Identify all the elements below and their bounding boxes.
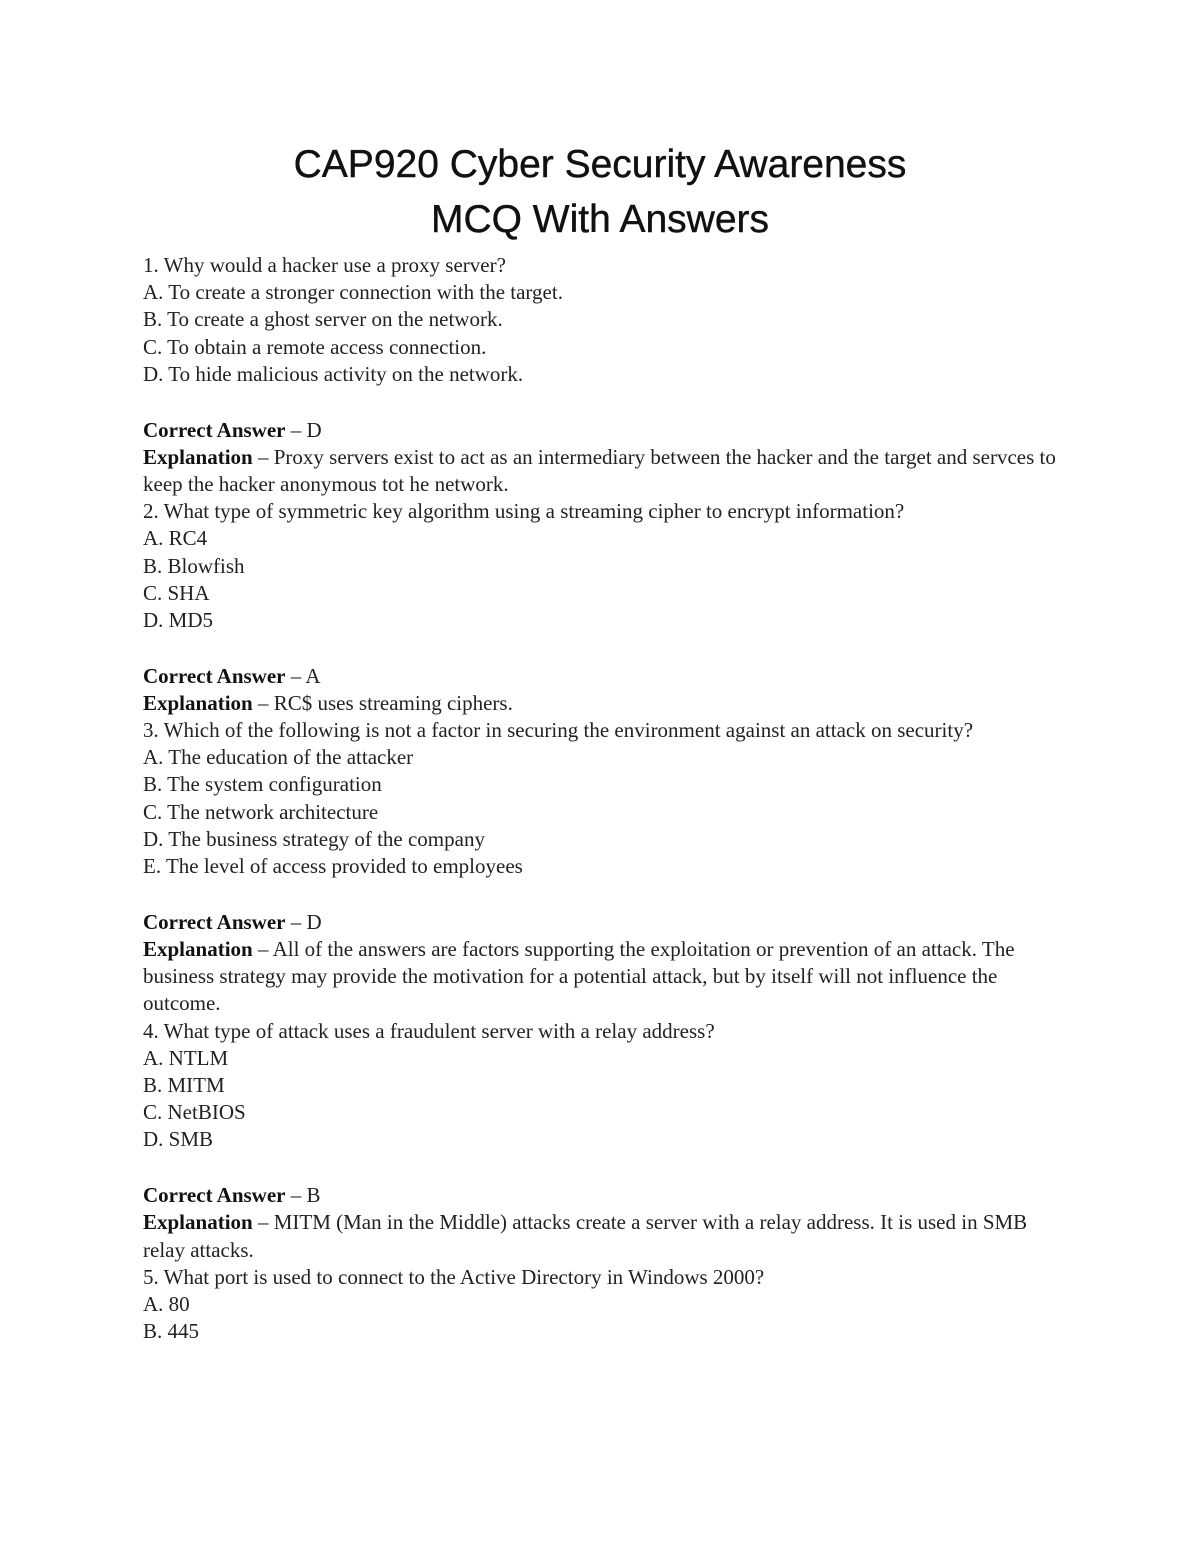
document-title-line-1: CAP920 Cyber Security Awareness — [293, 143, 907, 186]
answer-option: D. The business strategy of the company — [143, 826, 485, 851]
correct-answer-label: Correct Answer — [143, 663, 286, 688]
explanation-label: Explanation — [143, 444, 253, 469]
correct-answer-line — [143, 663, 1063, 690]
correct-answer-value: A — [305, 663, 321, 688]
answer-option: C. SHA — [143, 580, 210, 605]
answer-option: D. SMB — [143, 1127, 214, 1152]
question-text: 2. What type of symmetric key algorithm using a streaming cipher to encrypt information? — [143, 499, 905, 524]
dash: – — [252, 444, 274, 469]
correct-answer-label: Correct Answer — [143, 1183, 286, 1208]
question-block-5 — [143, 1264, 1063, 1346]
correct-answer-value: D — [306, 909, 322, 934]
answer-option: D. To hide malicious activity on the network. — [143, 361, 524, 386]
answer-option: A. To create a stronger connection with the target. — [143, 280, 563, 305]
dash: – — [285, 1183, 307, 1208]
question-text: 5. What port is used to connect to the Active Directory in Windows 2000? — [143, 1264, 765, 1289]
correct-answer-line — [143, 1182, 1063, 1209]
answer-option: A. The education of the attacker — [143, 745, 414, 770]
question-block-4 — [143, 1018, 1063, 1264]
answer-option: C. NetBIOS — [143, 1100, 246, 1125]
question-block-2 — [143, 498, 1063, 717]
explanation-line — [143, 444, 1063, 498]
correct-answer-label: Correct Answer — [143, 909, 286, 934]
answer-option: A. RC4 — [143, 526, 208, 551]
answer-option: B. To create a ghost server on the network. — [143, 307, 503, 332]
document-body — [143, 252, 1063, 1345]
answer-option: C. The network architecture — [143, 799, 379, 824]
correct-answer-value: B — [306, 1183, 321, 1208]
explanation-text: Proxy servers exist to act as an intermediary between the hacker and the target and servces to keep the hacker anonymous tot he network. — [143, 444, 1056, 496]
document-title-line-2: MCQ With Answers — [430, 198, 770, 241]
spacer — [143, 1154, 1063, 1183]
explanation-line — [143, 1209, 1063, 1263]
correct-answer-line — [143, 909, 1063, 936]
explanation-text: RC$ uses streaming ciphers. — [273, 690, 513, 715]
explanation-line — [143, 936, 1063, 1018]
answer-option: B. Blowfish — [143, 553, 245, 578]
answer-option: E. The level of access provided to employees — [143, 854, 523, 879]
explanation-text: MITM (Man in the Middle) attacks create a server with a relay address. It is used in SMB relay attacks. — [143, 1210, 1028, 1262]
spacer — [143, 634, 1063, 663]
answer-option: B. MITM — [143, 1072, 225, 1097]
answer-option: A. 80 — [143, 1291, 190, 1316]
correct-answer-line — [143, 417, 1063, 444]
question-text: 1. Why would a hacker use a proxy server? — [143, 253, 506, 277]
explanation-label: Explanation — [143, 690, 253, 715]
question-text: 3. Which of the following is not a factor in securing the environment against an attack on security? — [143, 718, 974, 743]
answer-option: B. The system configuration — [143, 772, 382, 797]
answer-option: D. MD5 — [143, 607, 214, 632]
answer-option: B. 445 — [143, 1319, 200, 1344]
question-block-1 — [143, 252, 1063, 498]
explanation-label: Explanation — [143, 1210, 253, 1235]
explanation-label: Explanation — [143, 936, 253, 961]
dash: – — [285, 663, 306, 688]
dash: – — [252, 690, 274, 715]
dash: – — [252, 936, 273, 961]
spacer — [143, 388, 1063, 417]
answer-option: A. NTLM — [143, 1045, 229, 1070]
correct-answer-label: Correct Answer — [143, 417, 286, 442]
explanation-text: All of the answers are factors supporting the exploitation or prevention of an attack. The business strategy may provide the motivation for a potential attack, but by itself will not influence the outcome. — [143, 936, 1015, 1016]
question-block-3 — [143, 717, 1063, 1018]
explanation-line — [143, 690, 1063, 717]
spacer — [143, 880, 1063, 909]
dash: – — [252, 1210, 274, 1235]
answer-option: C. To obtain a remote access connection. — [143, 334, 487, 359]
dash: – — [285, 417, 307, 442]
question-text: 4. What type of attack uses a fraudulent server with a relay address? — [143, 1018, 715, 1043]
correct-answer-value: D — [306, 417, 322, 442]
dash: – — [285, 909, 307, 934]
